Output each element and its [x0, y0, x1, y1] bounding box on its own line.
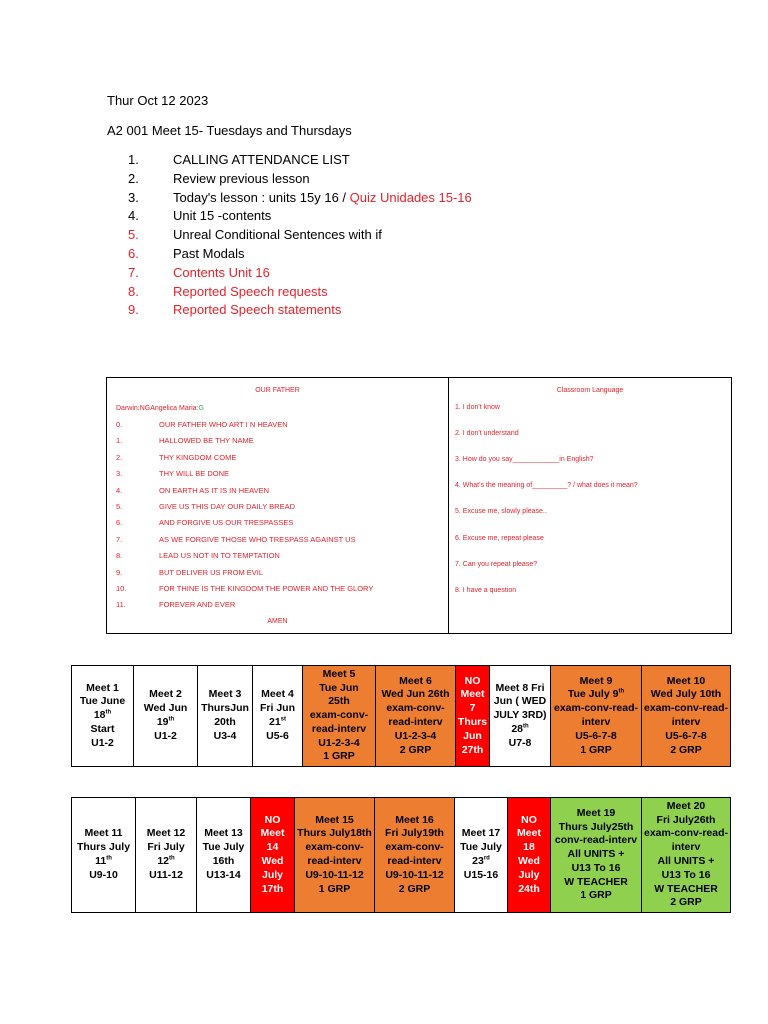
meet-cell: Meet 13 Tue July 16th U13-14 — [197, 798, 251, 913]
agenda-item: 9. Reported Speech statements — [128, 302, 342, 318]
classroom-language-title: Classroom Language — [556, 387, 624, 394]
prayer-line: 0. OUR FATHER WHO ART I N HEAVEN — [116, 420, 288, 429]
classroom-phrase: 6. Excuse me, repeat please — [455, 534, 544, 542]
classroom-phrase: 4. What's the meaning of_________? / what does it mean? — [455, 482, 638, 490]
schedule-table-1 — [71, 665, 731, 767]
prayer-line: 6. AND FORGIVE US OUR TRESPASSES — [116, 518, 294, 528]
meet-cell: NO Meet 18 Wed July 24th — [508, 798, 551, 913]
meet-cell: Meet 3 ThursJun 20th U3-4 — [198, 666, 253, 767]
classroom-language-cell — [449, 378, 731, 633]
classroom-phrase: 7. Can you repeat please? — [455, 560, 538, 568]
lesson-date: Thur Oct 12 2023 — [107, 93, 209, 108]
prayer-line: 3. THY WILL BE DONE — [116, 469, 230, 479]
meet-cell: Meet 16 Fri July19th exam-conv- read-interv U9-10-11-12 2 GRP — [375, 798, 455, 913]
schedule-table-2 — [71, 797, 731, 913]
meet-cell: Meet 2 Wed Jun 19th U1-2 — [134, 666, 198, 767]
agenda-item: 5. Unreal Conditional Sentences with if — [128, 227, 382, 243]
agenda-item: 2. Review previous lesson — [128, 170, 310, 186]
prayer-line: 8. LEAD US NOT IN TO TEMPTATION — [116, 551, 280, 561]
classroom-phrase: 3. How do you say____________in English? — [455, 456, 594, 464]
prayer-table — [106, 377, 732, 634]
meet-cell: Meet 6 Wed Jun 26th exam-conv- read-interv U1-2-3-4 2 GRP — [376, 666, 456, 767]
meet-cell: Meet 11 Thurs July 11th U9-10 — [72, 798, 136, 913]
prayer-authors: Darwin:NGAngelica Maria:G — [116, 405, 204, 412]
meet-cell: Meet 19 Thurs July25th conv-read-interv All UNITS + U13 To 16 W TEACHER 1 GRP — [551, 798, 642, 913]
agenda-item: 1. CALLING ATTENDANCE LIST — [128, 152, 350, 167]
prayer-line: 2. THY KINGDOM COME — [116, 452, 237, 462]
prayer-line: 9. BUT DELIVER US FROM EVIL — [116, 567, 264, 577]
meet-cell: Meet 20 Fri July26th exam-conv-read- interv All UNITS + U13 To 16 W TEACHER 2 GRP — [642, 798, 731, 913]
prayer-line: 5. GIVE US THIS DAY OUR DAILY BREAD — [116, 502, 296, 511]
classroom-phrase: 8. I have a question — [455, 586, 517, 594]
agenda-item: 6. Past Modals — [128, 245, 245, 261]
meet-cell: Meet 1 Tue June 18th Start U1-2 — [72, 666, 134, 767]
meet-cell: NO Meet 7 Thurs Jun 27th — [456, 666, 490, 767]
agenda-item: 8. Reported Speech requests — [128, 283, 328, 299]
prayer-line: 4. ON EARTH AS IT IS IN HEAVEN — [116, 485, 270, 495]
meet-cell: Meet 8 Fri Jun ( WED JULY 3RD) 28th U7-8 — [490, 666, 551, 767]
classroom-phrase: 5. Excuse me, slowly please.. — [455, 508, 547, 516]
meet-cell: Meet 4 Fri Jun 21st U5-6 — [253, 666, 303, 767]
course-title: A2 001 Meet 15- Tuesdays and Thursdays — [107, 123, 352, 138]
meet-cell: Meet 17 Tue July 23rd U15-16 — [455, 798, 508, 913]
meet-cell: NO Meet 14 Wed July 17th — [251, 798, 295, 913]
classroom-phrase: 2. I don't understand — [455, 430, 519, 438]
prayer-line: 7. AS WE FORGIVE THOSE WHO TRESPASS AGAINST US — [116, 534, 356, 544]
quiz-highlight: Quiz Unidades 15-16 — [349, 189, 472, 205]
meet-cell: Meet 5 Tue Jun 25th exam-conv- read-interv U1-2-3-4 1 GRP — [303, 666, 376, 767]
agenda-list — [128, 151, 472, 320]
prayer-amen: AMEN — [267, 618, 288, 625]
classroom-phrase: 1. I don't know — [455, 404, 500, 411]
meet-cell: Meet 10 Wed July 10th exam-conv-read- interv U5-6-7-8 2 GRP — [642, 666, 731, 767]
our-father-cell — [107, 378, 449, 633]
prayer-title: OUR FATHER — [255, 387, 300, 394]
agenda-item: 3. Today's lesson : units 15y 16 / Quiz Unidades 15-16 — [128, 189, 472, 205]
meet-cell: Meet 9 Tue July 9th exam-conv-read- interv U5-6-7-8 1 GRP — [551, 666, 642, 767]
agenda-item: 4. Unit 15 -contents — [128, 208, 272, 224]
prayer-line: 1. HALLOWED BE THY NAME — [116, 436, 254, 446]
agenda-item: 7. Contents Unit 16 — [128, 264, 270, 280]
meet-cell: Meet 12 Fri July 12th U11-12 — [136, 798, 197, 913]
prayer-line: 11. FOREVER AND EVER — [116, 600, 236, 610]
meet-cell: Meet 15 Thurs July18th exam-conv- read-interv U9-10-11-12 1 GRP — [295, 798, 375, 913]
prayer-line: 10. FOR THINE IS THE KINGDOM THE POWER AND THE GLORY — [116, 584, 374, 593]
